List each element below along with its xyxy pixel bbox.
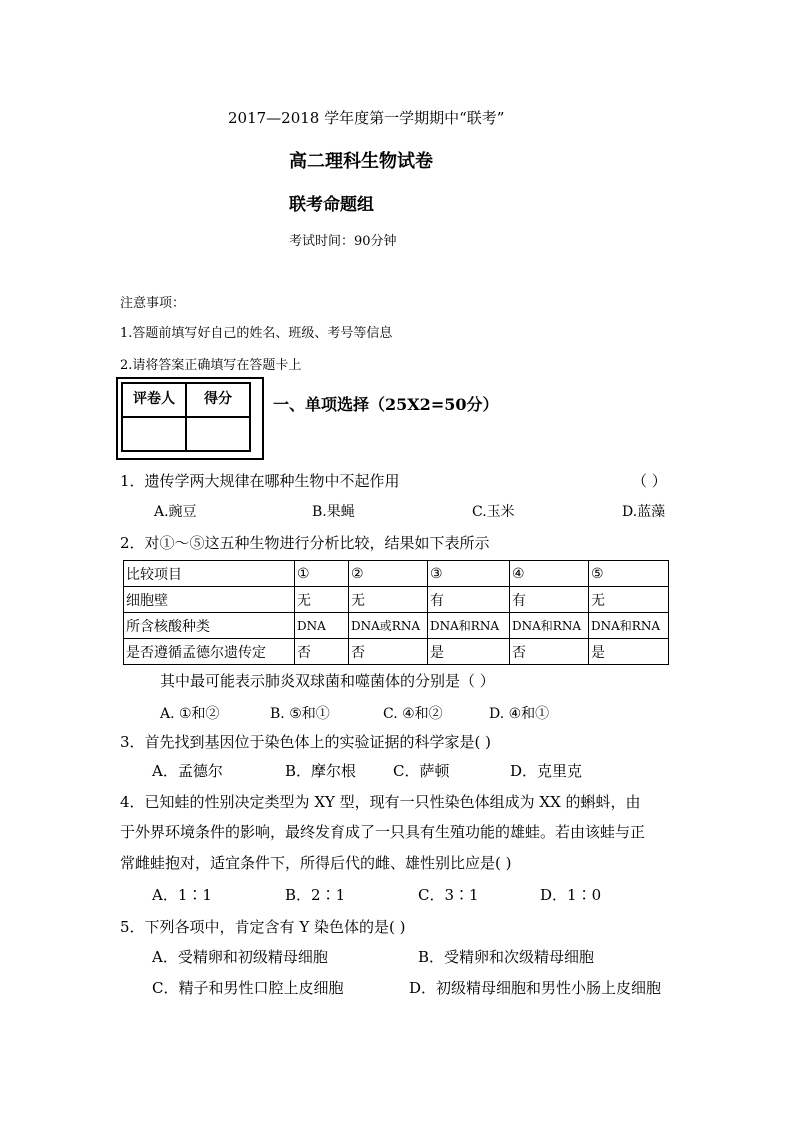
q4-option-b: B．2∶1 (285, 886, 346, 904)
table-cell: 细胞壁 (124, 587, 295, 613)
q3-option-a: A．孟德尔 (152, 762, 223, 780)
q3-option-d: D．克里克 (510, 762, 583, 780)
q1-stem: 1．遗传学两大规律在哪种生物中不起作用 (120, 472, 400, 490)
note-item-1: 1.答题前填写好自己的姓名、班级、考号等信息 (120, 326, 393, 341)
q2-option-a: A. ①和② (160, 706, 220, 722)
table-cell: 否 (349, 639, 428, 665)
q1-option-b: B.果蝇 (312, 504, 355, 520)
q5-stem: 5．下列各项中，肯定含有 Y 染色体的是( ) (120, 918, 406, 936)
table-cell: 有 (428, 587, 510, 613)
q4-stem-line-3: 常雌蛙抱对，适宜条件下，所得后代的雌、雄性别比应是( ) (120, 854, 512, 872)
section-title: 一、单项选择（25X2=50分） (273, 395, 499, 414)
q4-option-d: D．1∶0 (540, 886, 602, 904)
table-cell: 无 (349, 587, 428, 613)
table-row (124, 587, 669, 613)
q1-option-a: A.豌豆 (154, 504, 197, 520)
table-header-cell: ② (349, 561, 428, 587)
q1-option-c: C.玉米 (472, 504, 515, 520)
table-cell: 是 (428, 639, 510, 665)
q1-answer-paren: （ ） (632, 472, 667, 490)
q2-follow-up: 其中最可能表示肺炎双球菌和噬菌体的分别是（ ） (160, 672, 495, 690)
table-cell: 是否遵循孟德尔遗传定 (124, 639, 295, 665)
q3-option-c: C．萨顿 (393, 762, 450, 780)
q5-option-b: B．受精卵和次级精母细胞 (418, 948, 595, 966)
exam-header-line: 2017—2018 学年度第一学期期中“联考” (228, 109, 505, 127)
score-label: 得分 (186, 383, 250, 417)
table-cell: 所含核酸种类 (124, 613, 295, 639)
grader-label: 评卷人 (122, 383, 186, 417)
score-cell[interactable] (186, 417, 250, 451)
comparison-table (123, 560, 669, 665)
q1-option-d: D.蓝藻 (622, 504, 666, 520)
table-cell: 否 (295, 639, 349, 665)
table-cell: DNA和RNA (589, 613, 669, 639)
exam-title: 高二理科生物试卷 (289, 151, 433, 172)
table-row (124, 639, 669, 665)
table-row (124, 561, 669, 587)
q5-option-a: A．受精卵和初级精母细胞 (152, 948, 328, 966)
q3-option-b: B．摩尔根 (285, 762, 357, 780)
table-cell: 否 (510, 639, 589, 665)
table-cell: DNA (295, 613, 349, 639)
q4-option-c: C．3∶1 (418, 886, 479, 904)
table-cell: 无 (295, 587, 349, 613)
notes-heading: 注意事项： (120, 296, 186, 311)
q2-option-d: D. ④和① (489, 706, 550, 722)
table-header-cell: ③ (428, 561, 510, 587)
table-row (124, 613, 669, 639)
grader-cell[interactable] (122, 417, 186, 451)
q2-stem: 2．对①～⑤这五种生物进行分析比较，结果如下表所示 (120, 534, 490, 552)
grading-box (116, 377, 264, 460)
table-cell: 有 (510, 587, 589, 613)
q5-option-c: C．精子和男性口腔上皮细胞 (152, 979, 344, 997)
q3-stem: 3．首先找到基因位于染色体上的实验证据的科学家是( ) (120, 733, 492, 751)
table-header-cell: ① (295, 561, 349, 587)
table-header-cell: ④ (510, 561, 589, 587)
q2-option-c: C. ④和② (383, 706, 443, 722)
table-cell: 无 (589, 587, 669, 613)
exam-group: 联考命题组 (289, 195, 374, 215)
q4-stem-line-1: 4．已知蛙的性别决定类型为 XY 型，现有一只性染色体组成为 XX 的蝌蚪，由 (120, 793, 641, 811)
q4-stem-line-2: 于外界环境条件的影响，最终发育成了一只具有生殖功能的雄蛙。若由该蛙与正 (120, 823, 646, 841)
grading-table (121, 382, 251, 452)
exam-time: 考试时间：90分钟 (289, 234, 397, 249)
table-cell: DNA和RNA (428, 613, 510, 639)
table-header-cell: 比较项目 (124, 561, 295, 587)
table-cell: DNA或RNA (349, 613, 428, 639)
q4-option-a: A．1∶1 (152, 886, 212, 904)
table-cell: 是 (589, 639, 669, 665)
table-cell: DNA和RNA (510, 613, 589, 639)
note-item-2: 2.请将答案正确填写在答题卡上 (120, 358, 302, 373)
q2-option-b: B. ⑤和① (270, 706, 330, 722)
table-header-cell: ⑤ (589, 561, 669, 587)
q5-option-d: D．初级精母细胞和男性小肠上皮细胞 (409, 979, 662, 997)
